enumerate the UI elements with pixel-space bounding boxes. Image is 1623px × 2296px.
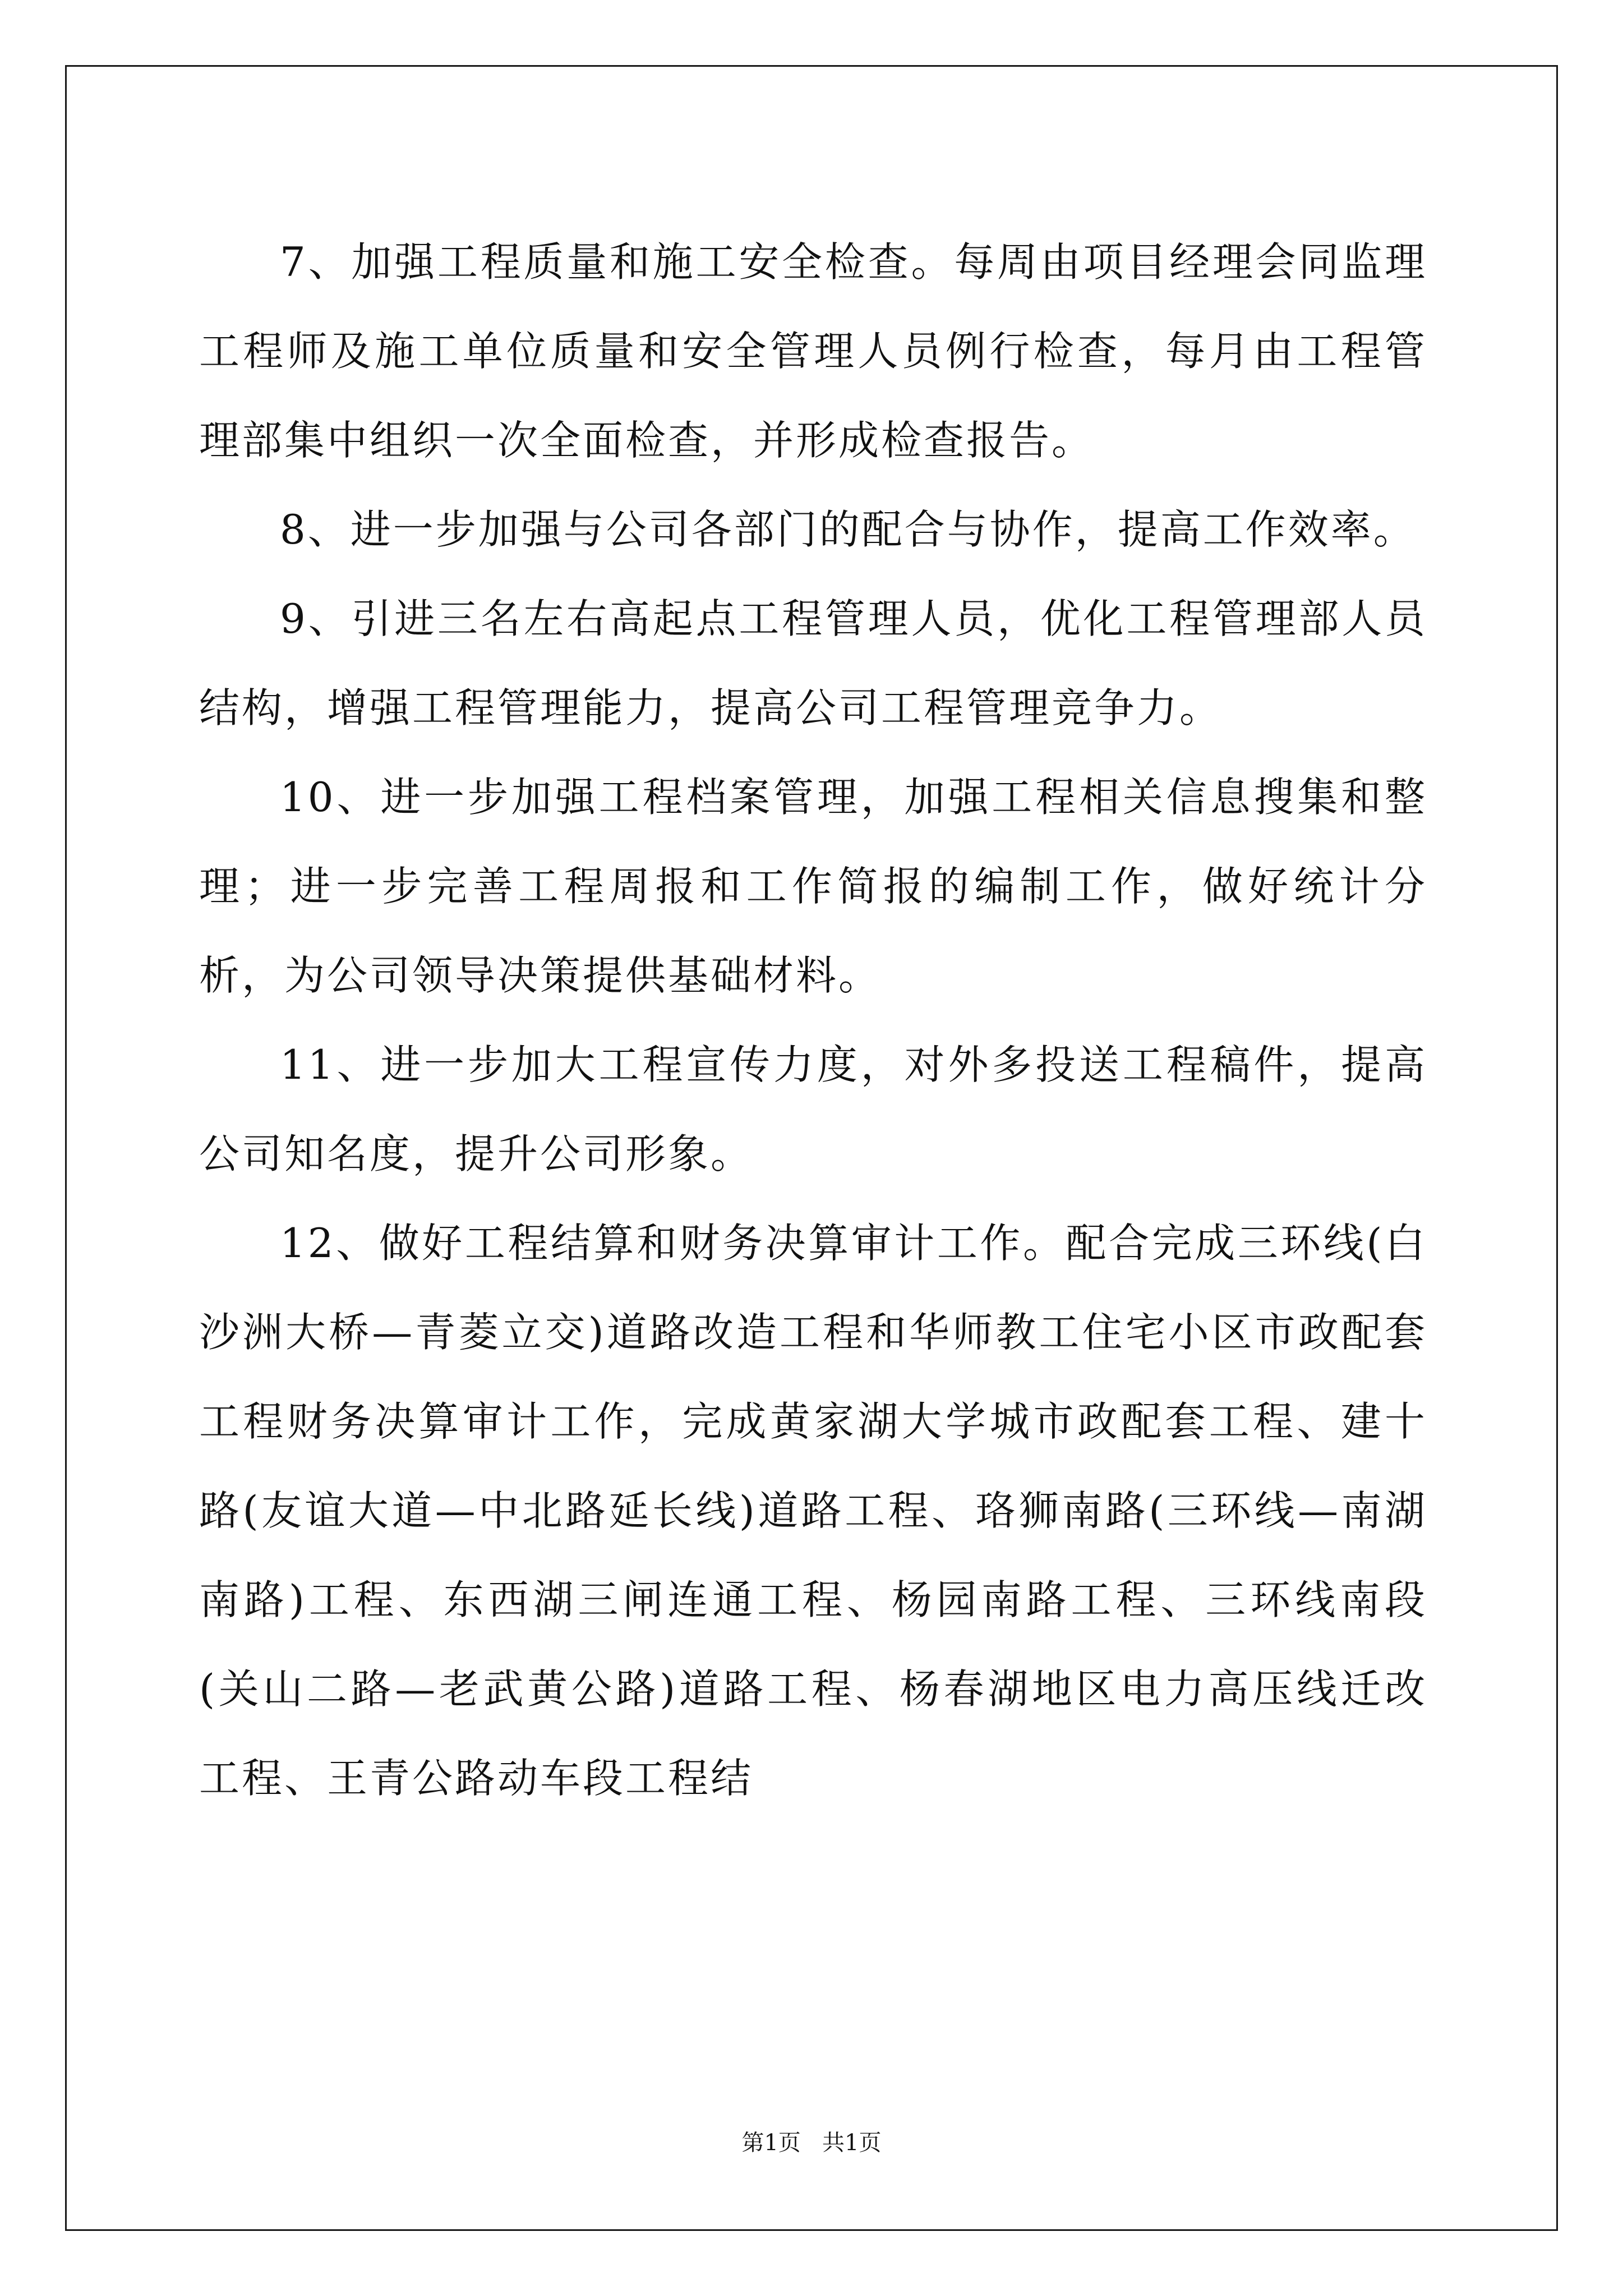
document-body bbox=[199, 218, 1427, 1823]
paragraph-8: 8、进一步加强与公司各部门的配合与协作，提高工作效率。 bbox=[280, 506, 1416, 553]
paragraph-12: 12、做好工程结算和财务决算审计工作。配合完成三环线(白沙洲大桥—青菱立交)道路改造工程和华师教工住宅小区市政配套工程财务决算审计工作，完成黄家湖大学城市政配套工程、建十路(友谊大道—中北路延长线)道路工程、珞狮南路(三环线—南湖南路)工程、东西湖三闸连通工程、杨园南路工程、三环线南段(关山二路—老武黄公路)道路工程、杨春湖地区电力高压线迁改工程、王青公路动车段工程结 bbox=[199, 1220, 1427, 1802]
paragraph-7: 7、加强工程质量和施工安全检查。每周由项目经理会同监理工程师及施工单位质量和安全管理人员例行检查，每月由工程管理部集中组织一次全面检查，并形成检查报告。 bbox=[199, 238, 1427, 464]
paragraph-10: 10、进一步加强工程档案管理，加强工程相关信息搜集和整理；进一步完善工程周报和工作简报的编制工作，做好统计分析，为公司领导决策提供基础材料。 bbox=[199, 774, 1427, 999]
page-footer: 第1页 共1页 bbox=[741, 2130, 882, 2156]
paragraph-11: 11、进一步加大工程宣传力度，对外多投送工程稿件，提高公司知名度，提升公司形象。 bbox=[199, 1041, 1427, 1177]
paragraph-9: 9、引进三名左右高起点工程管理人员，优化工程管理部人员结构，增强工程管理能力，提高公司工程管理竞争力。 bbox=[199, 595, 1427, 731]
